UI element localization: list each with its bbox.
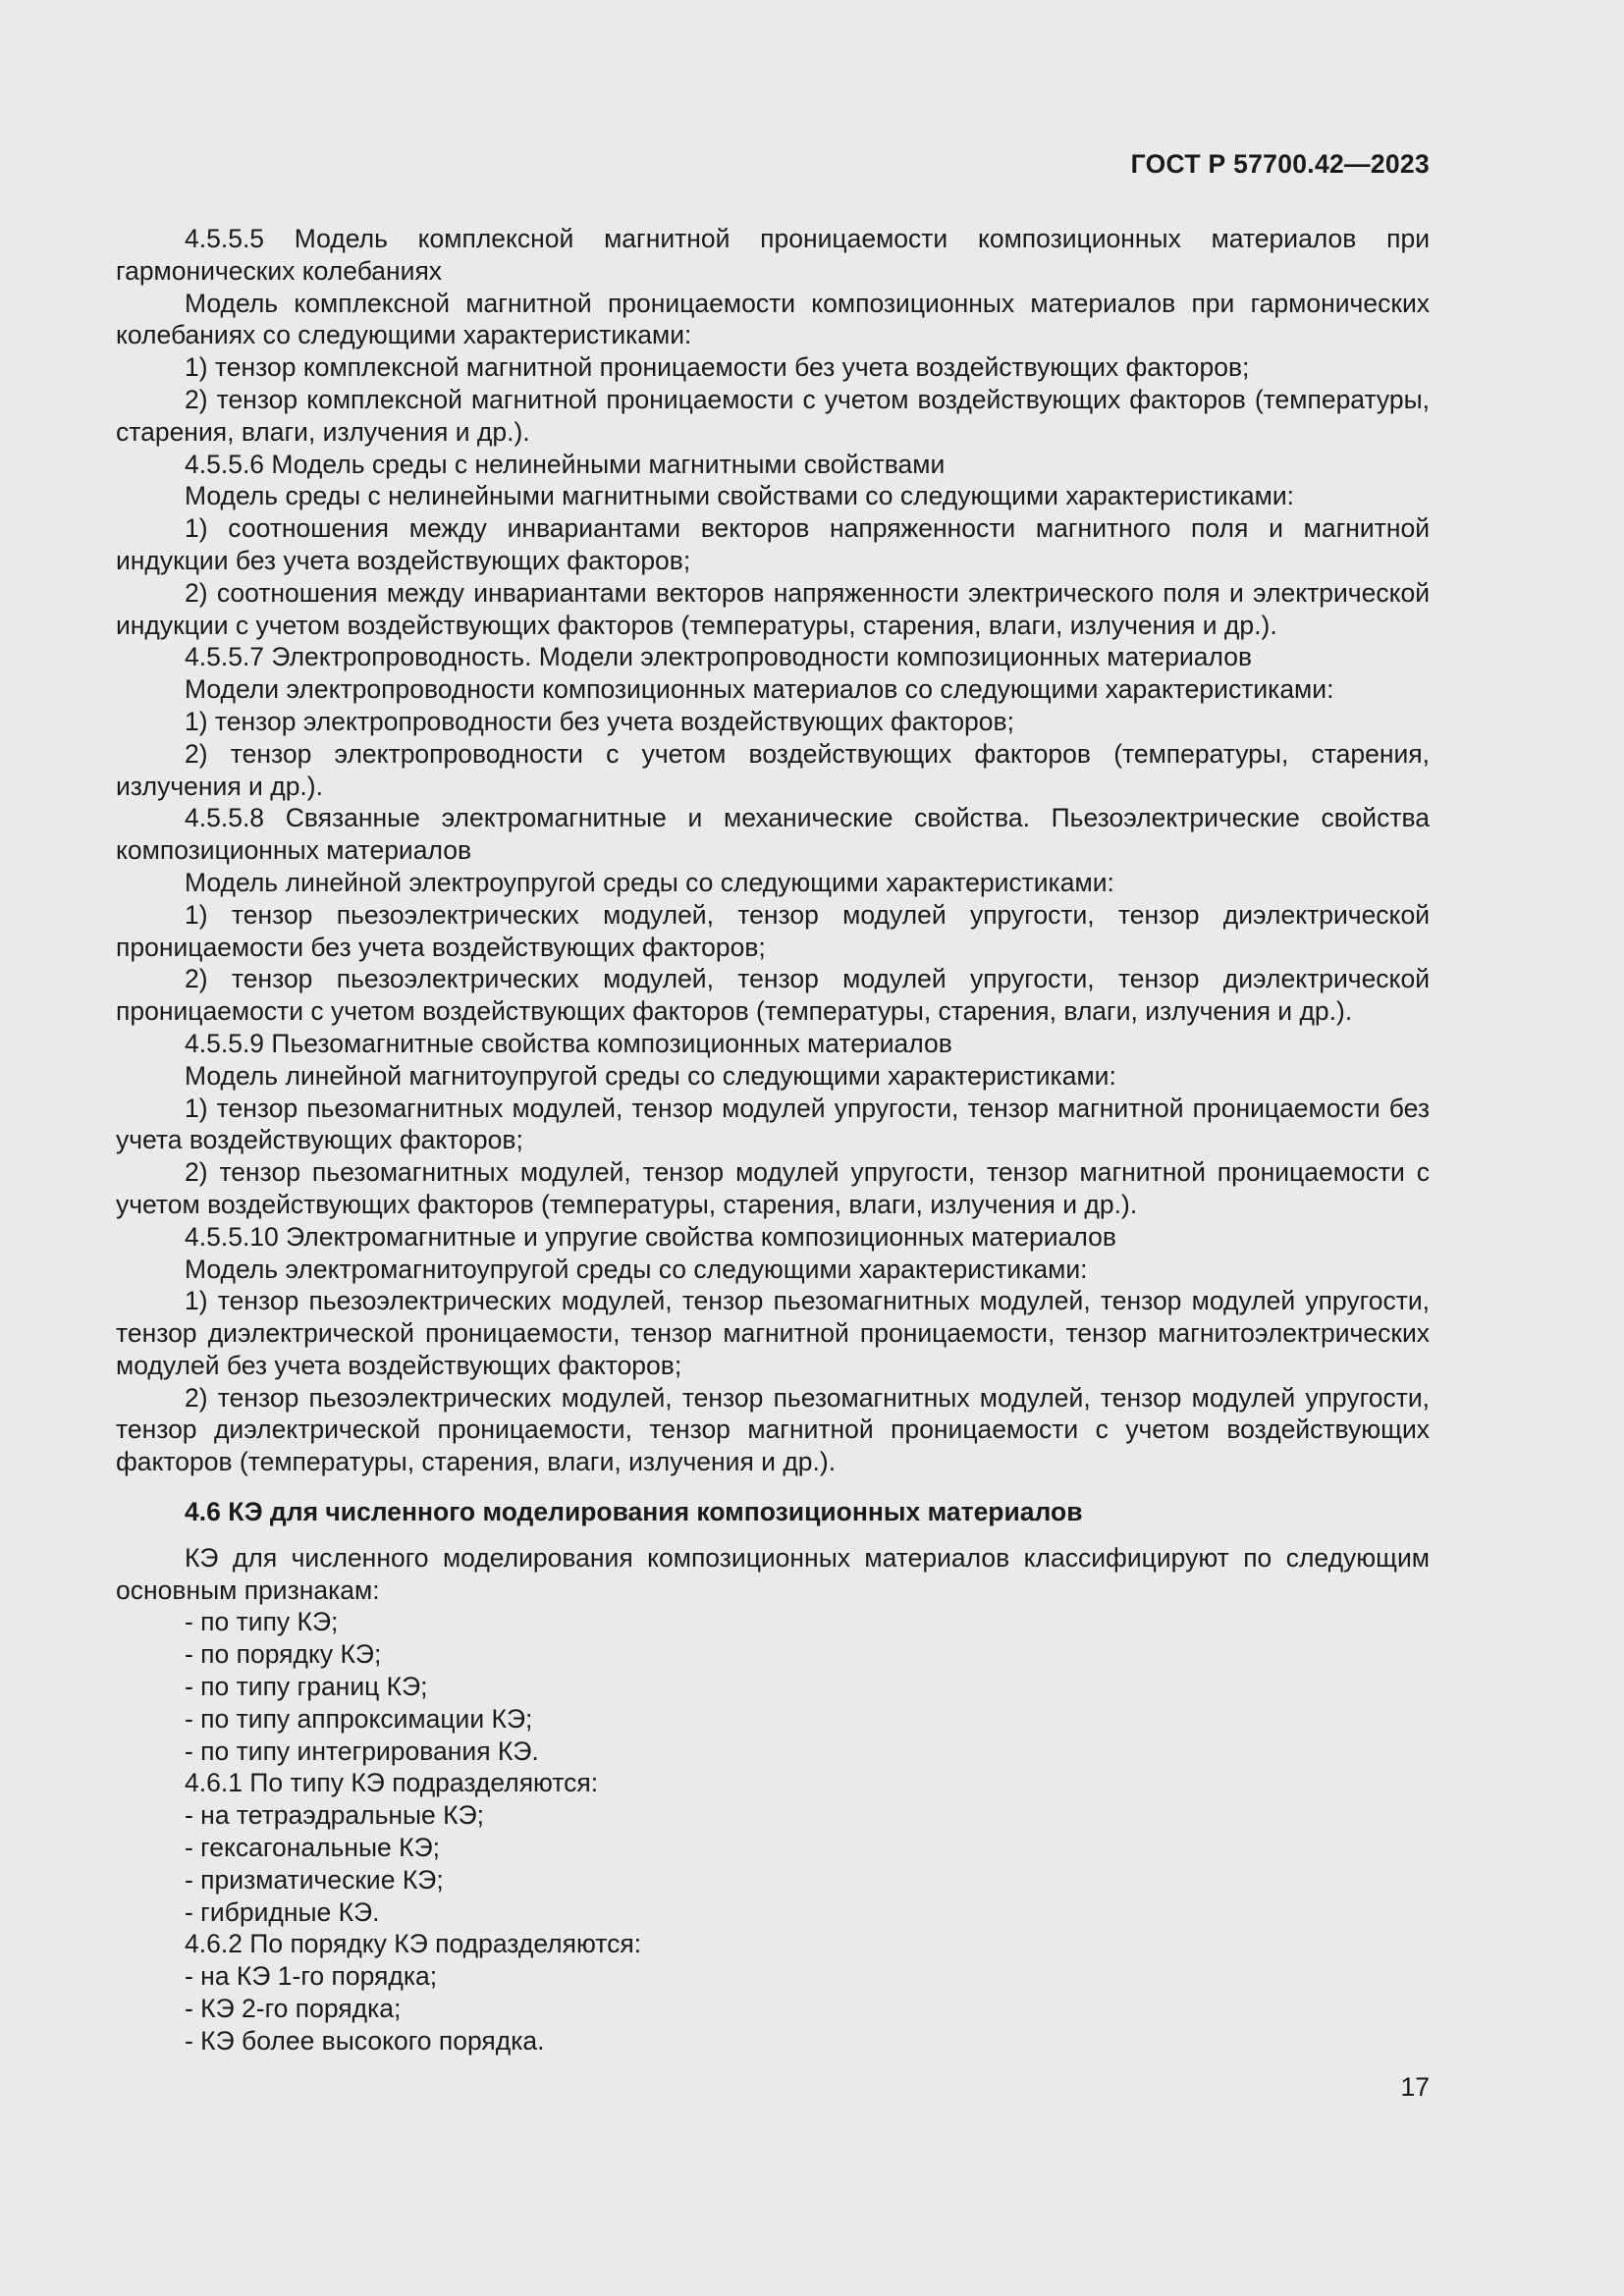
list-item: - КЭ 2-го порядка;: [185, 1994, 402, 2024]
page-body: [116, 223, 1430, 2057]
paragraph: 2) тензор электропроводности с учетом воздействующих факторов (температуры, старения, излучения и др.).: [116, 738, 1430, 801]
paragraph: 2) соотношения между инвариантами векторов напряженности электрического поля и электрической индукции с учетом воздействующих факторов (температуры, старения, влаги, излучения и др.).: [116, 577, 1430, 640]
list-item: - по типу интегрирования КЭ.: [185, 1735, 539, 1766]
paragraph: 1) тензор пьезомагнитных модулей, тензор модулей упругости, тензор магнитной проницаемости без учета воздействующих факторов;: [116, 1093, 1430, 1155]
paragraph: 4.5.5.10 Электромагнитные и упругие свойства композиционных материалов: [185, 1221, 1116, 1252]
list-item: - по порядку КЭ;: [185, 1639, 382, 1670]
paragraph: 4.5.5.7 Электропроводность. Модели электропроводности композиционных материалов: [185, 642, 1253, 672]
paragraph: 1) соотношения между инвариантами векторов напряженности магнитного поля и магнитной индукции без учета воздействующих факторов;: [116, 513, 1430, 575]
paragraph: Модель комплексной магнитной проницаемости композиционных материалов при гармонических колебаниях со следующими характеристиками:: [116, 288, 1430, 350]
paragraph: Модель линейной электроупругой среды со следующими характеристиками:: [185, 867, 1114, 897]
section-heading: 4.6 КЭ для численного моделирования композиционных материалов: [185, 1497, 1083, 1527]
paragraph: 2) тензор пьезомагнитных модулей, тензор модулей упругости, тензор магнитной проницаемости с учетом воздействующих факторов (температуры, старения, влаги, излучения и др.).: [116, 1157, 1430, 1219]
paragraph: 1) тензор пьезоэлектрических модулей, тензор пьезомагнитных модулей, тензор модулей упругости, тензор диэлектрической проницаемости, тензор магнитной проницаемости, тензор магнитоэлектрических модулей без учета воздействующих факторов;: [116, 1286, 1430, 1380]
list-item: - КЭ более высокого порядка.: [185, 2025, 545, 2056]
paragraph: 1) тензор электропроводности без учета воздействующих факторов;: [185, 706, 1014, 736]
list-item: - гибридные КЭ.: [185, 1896, 380, 1927]
paragraph: 4.5.5.9 Пьезомагнитные свойства композиционных материалов: [185, 1028, 952, 1058]
list-item: - по типу КЭ;: [185, 1607, 339, 1637]
paragraph: 4.5.5.5 Модель комплексной магнитной проницаемости композиционных материалов при гармонических колебаниях: [116, 224, 1430, 286]
paragraph: Модель линейной магнитоупругой среды со следующими характеристиками:: [185, 1060, 1116, 1091]
page-number: 17: [1400, 2072, 1430, 2102]
list-item: - на КЭ 1-го порядка;: [185, 1961, 438, 1992]
paragraph: Модели электропроводности композиционных материалов со следующими характеристиками:: [185, 674, 1334, 705]
list-item: - гексагональные КЭ;: [185, 1833, 440, 1863]
paragraph: 2) тензор комплексной магнитной проницаемости с учетом воздействующих факторов (температуры, старения, влаги, излучения и др.).: [116, 384, 1430, 447]
list-item: - на тетраэдральные КЭ;: [185, 1800, 485, 1831]
paragraph: 4.5.5.8 Связанные электромагнитные и механические свойства. Пьезоэлектрические свойства композиционных материалов: [116, 803, 1430, 866]
list-item: - по типу границ КЭ;: [185, 1672, 428, 1702]
paragraph: КЭ для численного моделирования композиционных материалов классифицируют по следующим основным признакам:: [116, 1542, 1430, 1605]
paragraph: 2) тензор пьезоэлектрических модулей, тензор модулей упругости, тензор диэлектрической проницаемости с учетом воздействующих факторов (температуры, старения, влаги, излучения и др.).: [116, 964, 1430, 1027]
list-item: 4.6.2 По порядку КЭ подразделяются:: [185, 1929, 642, 1959]
paragraph: 4.5.5.6 Модель среды с нелинейными магнитными свойствами: [185, 449, 946, 479]
page-header-standard-number: ГОСТ Р 57700.42—2023: [1130, 149, 1430, 179]
paragraph: 1) тензор пьезоэлектрических модулей, тензор модулей упругости, тензор диэлектрической проницаемости без учета воздействующих факторов;: [116, 899, 1430, 962]
paragraph: 1) тензор комплексной магнитной проницаемости без учета воздействующих факторов;: [185, 352, 1250, 383]
paragraph: Модель среды с нелинейными магнитными свойствами со следующими характеристиками:: [185, 481, 1294, 511]
paragraph: Модель электромагнитоупругой среды со следующими характеристиками:: [185, 1254, 1088, 1284]
paragraph: 2) тензор пьезоэлектрических модулей, тензор пьезомагнитных модулей, тензор модулей упругости, тензор диэлектрической проницаемости, тензор магнитной проницаемости с учетом воздействующих факторов (температуры, старения, влаги, излучения и др.).: [116, 1382, 1430, 1477]
list-item: 4.6.1 По типу КЭ подразделяются:: [185, 1768, 599, 1798]
list-item: - призматические КЭ;: [185, 1864, 444, 1895]
list-item: - по типу аппроксимации КЭ;: [185, 1703, 533, 1734]
